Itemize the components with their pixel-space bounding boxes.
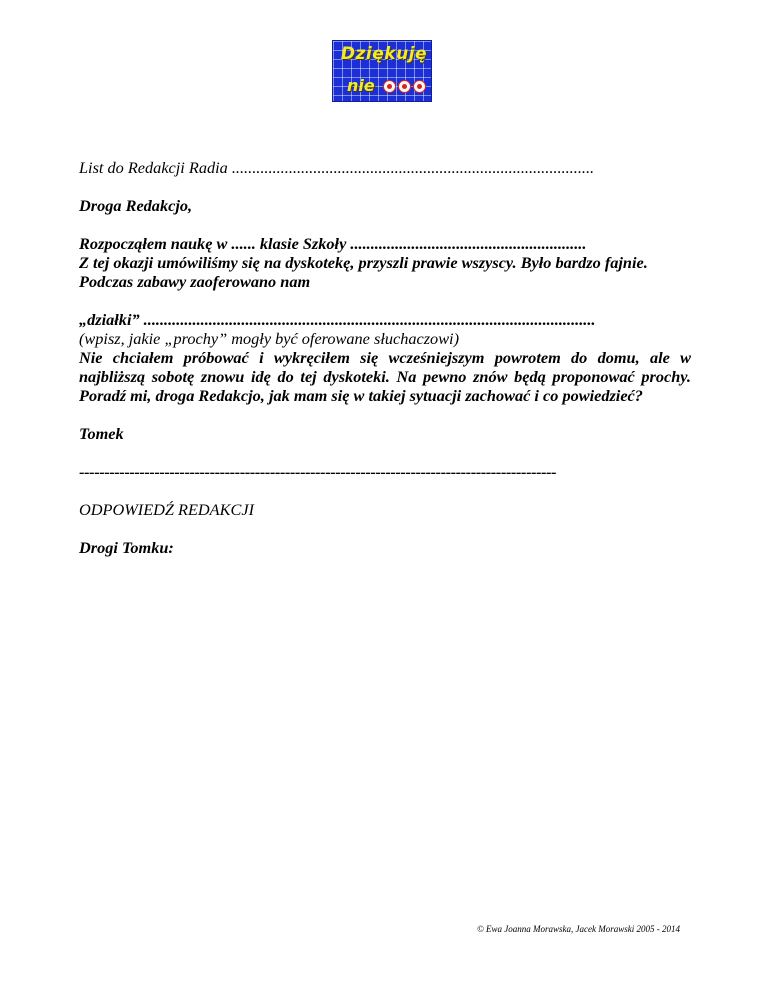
letter-paragraph-1: Z tej okazji umówiliśmy się na dyskotekę, przyszli prawie wszyscy. Było bardzo fajnie. Podczas zabawy zaoferowano nam — [79, 253, 648, 291]
reply-greeting: Drogi Tomku: — [79, 538, 174, 557]
logo-text-line2: nie — [347, 76, 375, 95]
logo-text-line1: Dziękuję — [340, 44, 428, 64]
letter-dzialki-line: „działki” ............................................................................................................... — [79, 310, 596, 329]
coin-icon — [413, 80, 426, 93]
logo — [332, 40, 432, 102]
letter-instruction: (wpisz, jakie „prochy” mogły być oferowane słuchaczowi) — [79, 329, 459, 348]
coin-icon — [398, 80, 411, 93]
logo-coins — [383, 80, 426, 93]
copyright-footer: © Ewa Joanna Morawska, Jacek Morawski 2005 - 2014 — [476, 924, 680, 934]
letter-signature: Tomek — [79, 424, 124, 443]
section-divider: ----------------------------------------------------------------------------------------------- — [79, 462, 557, 481]
coin-icon — [383, 80, 396, 93]
letter-paragraph-2: Nie chciałem próbować i wykręciłem się wcześniejszym powrotem do domu, ale w najbliższą sobotę znowu idę do tej dyskoteki. Na pewno znów będą proponować prochy. Poradź mi, droga Redakcjo, jak mam się w takiej sytuacji zachować i co powiedzieć? — [79, 348, 691, 405]
letter-heading: List do Redakcji Radia ......................................................................................... — [79, 158, 595, 177]
reply-heading: ODPOWIEDŹ REDAKCJI — [79, 500, 254, 519]
document-body — [79, 158, 691, 557]
letter-school-line: Rozpocząłem naukę w ...... klasie Szkoły .......................................................... — [79, 234, 587, 253]
letter-greeting: Droga Redakcjo, — [79, 196, 193, 215]
